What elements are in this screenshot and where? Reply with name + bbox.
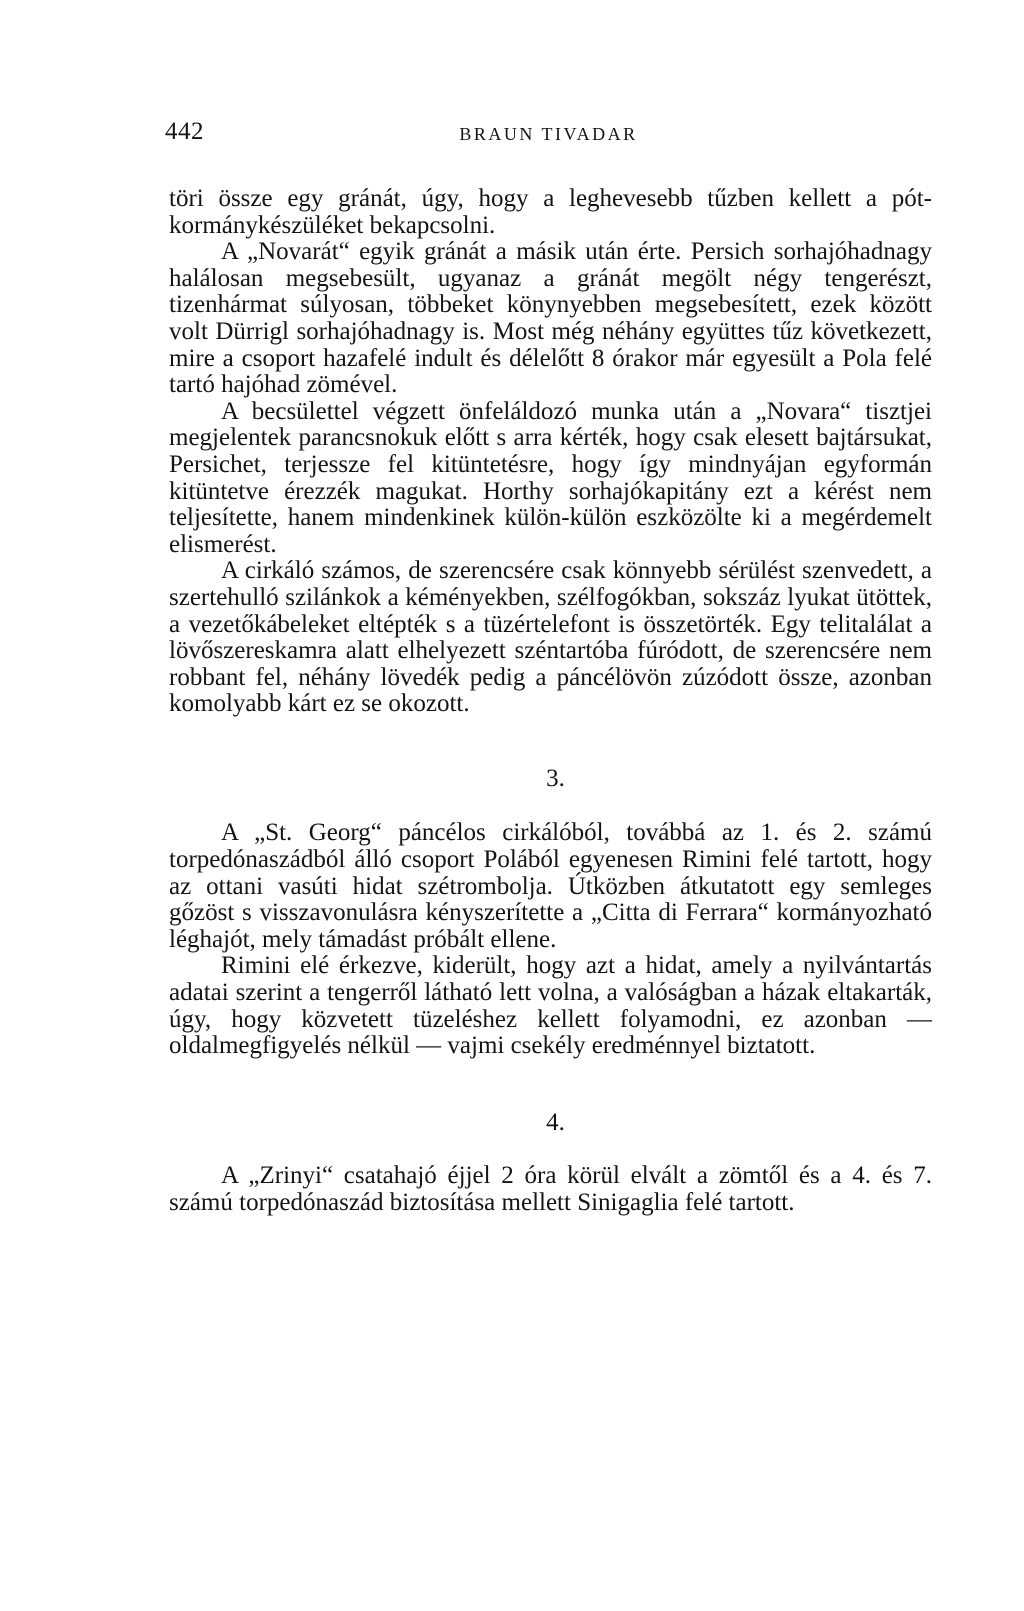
paragraph-rimini: Rimini elé érkezve, kiderült, hogy azt a hidat, amely a nyilvántartás adatai szerint a tengerről látható lett volna, a valóságban a házak eltakarták, úgy, hogy közvetett tüzeléshez kellett folyamodni, ez azonban — oldalmegfigyelés nélkül — vajmi csekély eredménnyel biztatott. <box>169 952 932 1060</box>
paragraph-continuation: töri össze egy gránát, úgy, hogy a leghevesebb tűzben kellett a pót-kormánykészüléket bekapcsolni. <box>169 185 932 239</box>
paragraph-st-georg: A „St. Georg“ páncélos cirkálóból, továbbá az 1. és 2. számú torpedónaszádból álló csoport Polából egyenesen Rimini felé tartott, hogy az ottani vasúti hidat szétrombolja. Útközben átkutatott egy semleges gőzöst s visszavonulásra kényszerítette a „Citta di Ferrara“ kormányozható léghajót, mely támadást próbált ellene. <box>169 819 932 953</box>
page-header <box>165 118 932 152</box>
running-head: BRAUN TIVADAR <box>459 124 638 144</box>
paragraph-novara-hit: A „Novarát“ egyik gránát a másik után érte. Persich sorhajóhadnagy halálosan megsebesült, ugyanaz a gránát megölt négy tengerészt, tizenhármat súlyosan, többeket könynyebben megsebesített, ezek között volt Dürrigl sorhajóhadnagy is. Most még néhány együttes tűz következett, mire a csoport hazafelé indult és délelőtt 8 órakor már egyesült a Pola felé tartó hajóhad zömével. <box>169 238 932 399</box>
section-number-3: 3. <box>546 764 565 792</box>
paragraph-cruiser-damage: A cirkáló számos, de szerencsére csak könnyebb sérülést szenvedett, a szertehulló szilánkok a kéményekben, szélfogókban, sokszáz lyukat ütöttek, a vezetőkábeleket eltépték s a tüzértelefont is összetörték. Egy telitalálat a lövőszereskamra alatt elhelyezett széntartóba fúródott, de szerencsére nem robbant fel, néhány lövedék pedig a páncélövön zúzódott össze, azonban komolyabb kárt ez se okozott. <box>169 557 932 718</box>
paragraph-officers-request: A becsülettel végzett önfeláldozó munka után a „Novara“ tisztjei megjelentek parancsnokuk előtt s arra kérték, hogy csak elesett bajtársukat, Persichet, terjessze fel kitüntetésre, hogy így mindnyájan egyformán kitüntetve érezzék magukat. Horthy sorhajókapitány ezt a kérést nem teljesítette, hanem mindenkinek külön-külön eszközölte ki a megérdemelt elismerést. <box>169 397 932 558</box>
page-number: 442 <box>165 118 204 145</box>
section-number-4: 4. <box>546 1108 565 1136</box>
text-column <box>169 186 932 1217</box>
paragraph-zrinyi: A „Zrinyi“ csatahajó éjjel 2 óra körül elvált a zömtől és a 4. és 7. számú torpedónaszád biztosítása mellett Sinigaglia felé tartott. <box>169 1162 932 1216</box>
